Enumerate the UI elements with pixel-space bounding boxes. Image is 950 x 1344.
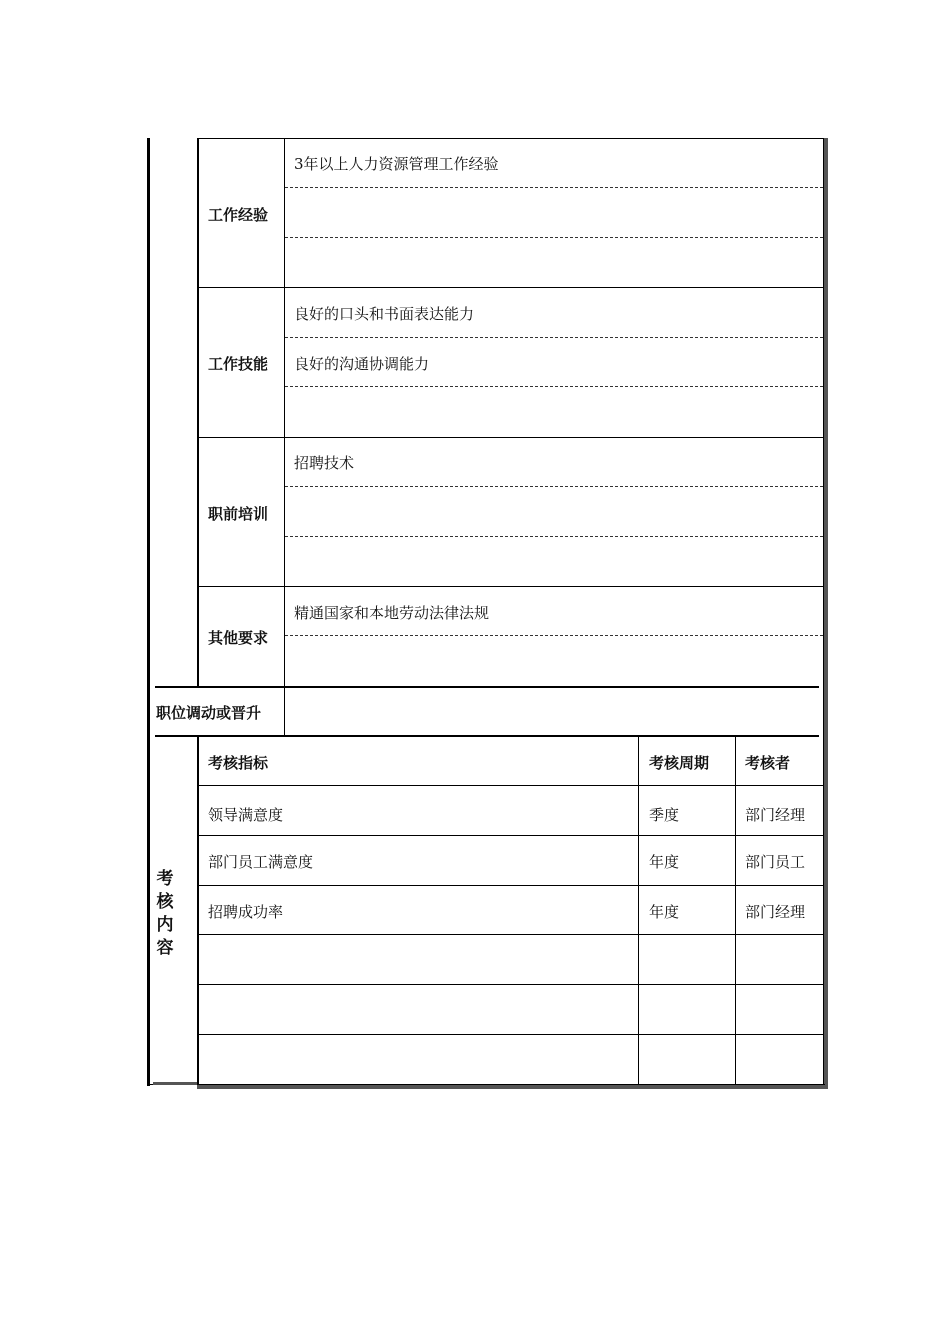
right-shadow	[824, 138, 828, 1088]
row-assessor: 部门经理	[745, 903, 806, 921]
top-border	[197, 138, 824, 139]
row-indicator: 招聘成功率	[208, 903, 284, 921]
row-line	[199, 1034, 824, 1035]
req-value: 招聘技术	[294, 454, 355, 472]
bottom-shadow	[197, 1085, 828, 1089]
dash-line	[285, 337, 823, 338]
req-label-experience: 工作经验	[208, 206, 269, 224]
req-value: 3年以上人力资源管理工作经验	[294, 155, 499, 173]
row-line	[199, 984, 824, 985]
row-line	[199, 934, 824, 935]
col1-divider-bottom	[197, 736, 199, 1084]
period-col-divider	[638, 736, 639, 1084]
dash-line	[285, 237, 823, 238]
dash-line	[285, 187, 823, 188]
assessment-label-char: 核	[156, 892, 174, 912]
header-period: 考核周期	[649, 754, 710, 772]
dash-line	[285, 635, 823, 636]
sep-skills	[197, 287, 824, 288]
row-period: 年度	[649, 853, 680, 871]
header-assessor: 考核者	[745, 754, 791, 772]
row-period: 年度	[649, 903, 680, 921]
req-value: 良好的口头和书面表达能力	[294, 305, 475, 323]
req-label-training: 职前培训	[208, 505, 269, 523]
col1-divider-top	[197, 138, 199, 688]
row-period: 季度	[649, 806, 680, 824]
row-assessor: 部门员工	[745, 853, 806, 871]
row-line	[199, 785, 824, 786]
sep-other	[197, 586, 824, 587]
sep-transfer-top	[155, 686, 819, 688]
assessor-col-divider	[735, 736, 736, 1084]
row-line	[199, 835, 824, 836]
dash-line	[285, 486, 823, 487]
dash-line	[285, 386, 823, 387]
row-indicator: 领导满意度	[208, 806, 284, 824]
row-assessor: 部门经理	[745, 806, 806, 824]
assessment-label-char: 考	[156, 869, 174, 889]
outer-left-border	[147, 138, 150, 1086]
row-line	[199, 885, 824, 886]
req-label-skills: 工作技能	[208, 355, 269, 373]
sep-transfer-bottom	[155, 735, 819, 737]
req-value: 精通国家和本地劳动法律法规	[294, 604, 490, 622]
job-description-form	[147, 138, 825, 1084]
header-indicator: 考核指标	[208, 754, 269, 772]
req-label-other: 其他要求	[208, 629, 269, 647]
assessment-label-char: 容	[156, 938, 174, 958]
transfer-label: 职位调动或晋升	[156, 704, 262, 722]
bottom-left-shadow	[153, 1082, 197, 1085]
assessment-label-char: 内	[156, 915, 174, 935]
sep-training	[197, 437, 824, 438]
dash-line	[285, 536, 823, 537]
row-indicator: 部门员工满意度	[208, 853, 314, 871]
req-value: 良好的沟通协调能力	[294, 355, 430, 373]
